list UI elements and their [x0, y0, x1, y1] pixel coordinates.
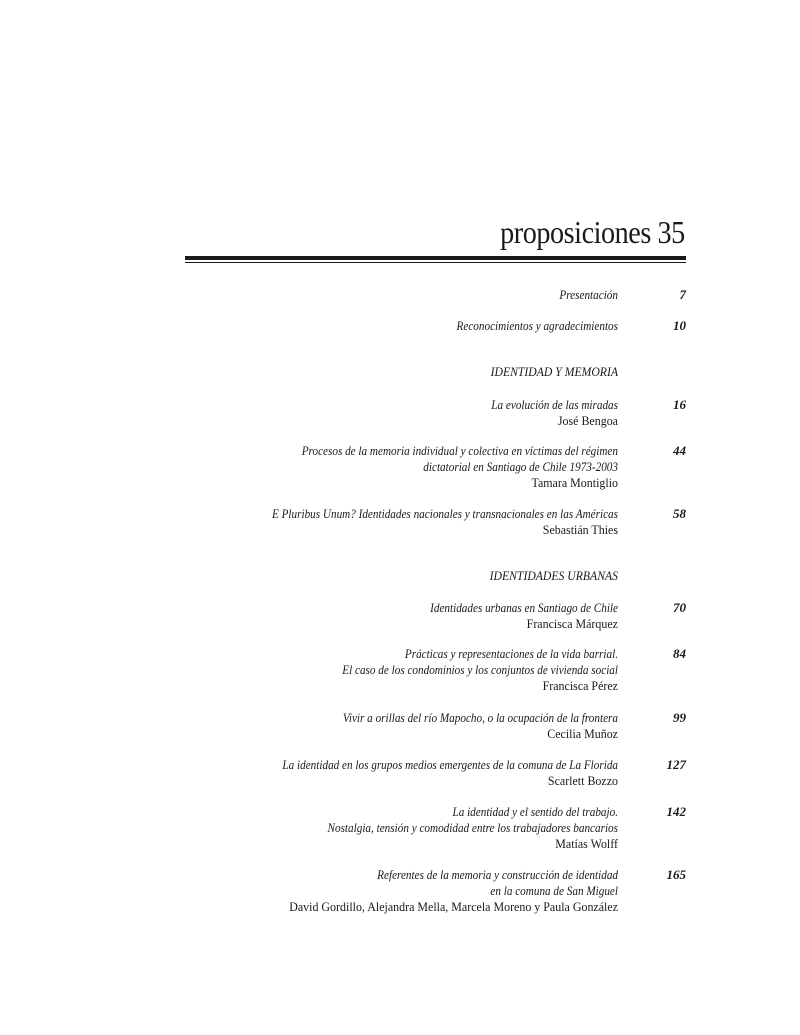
entry-author: Matías Wolff — [555, 836, 618, 851]
journal-title: proposiciones 35 — [500, 214, 685, 250]
section-heading: IDENTIDAD Y MEMORIA — [490, 364, 618, 379]
entry-title-line: en la comuna de San Miguel — [490, 883, 618, 898]
entry-page-number: 142 — [666, 804, 686, 819]
toc-entry[interactable] — [150, 757, 618, 789]
toc-entry[interactable] — [150, 710, 618, 742]
entry-page-number: 44 — [673, 443, 686, 458]
toc-entry[interactable] — [150, 804, 618, 852]
entry-page-number: 58 — [673, 506, 686, 521]
entry-title-line: Procesos de la memoria individual y colectiva en víctimas del régimen — [301, 443, 618, 458]
entry-page-number: 165 — [666, 867, 686, 882]
title-rule-thick — [185, 256, 686, 260]
entry-author: Scarlett Bozzo — [547, 773, 618, 788]
entry-author: Francisca Pérez — [542, 678, 618, 693]
toc-entry[interactable] — [150, 867, 618, 915]
entry-page-number: 16 — [673, 397, 686, 412]
entry-page-number: 127 — [666, 757, 686, 772]
entry-title-line: dictatorial en Santiago de Chile 1973-2003 — [423, 459, 618, 474]
entry-title-line: La identidad en los grupos medios emergentes de la comuna de La Florida — [282, 757, 618, 772]
entry-author: Sebastián Thies — [542, 522, 618, 537]
entry-title-line: Nostalgia, tensión y comodidad entre los trabajadores bancarios — [327, 820, 618, 835]
toc-entry[interactable] — [150, 600, 618, 632]
entry-page-number: 10 — [673, 318, 686, 333]
toc-entry[interactable] — [150, 397, 618, 429]
entry-title-line: E Pluribus Unum? Identidades nacionales y transnacionales en las Américas — [271, 506, 618, 521]
entry-page-number: 84 — [673, 646, 686, 661]
entry-page-number: 70 — [673, 600, 686, 615]
entry-title-line: La identidad y el sentido del trabajo. — [452, 804, 618, 819]
entry-title-line: Referentes de la memoria y construcción de identidad — [377, 867, 618, 882]
entry-title-line: Identidades urbanas en Santiago de Chile — [430, 600, 618, 615]
entry-title-line: Prácticas y representaciones de la vida barrial. — [404, 646, 618, 661]
section-heading: IDENTIDADES URBANAS — [489, 568, 618, 583]
entry-title-line: El caso de los condominios y los conjuntos de vivienda social — [342, 662, 618, 677]
entry-title-line: La evolución de las miradas — [491, 397, 618, 412]
toc-entry[interactable] — [150, 443, 618, 491]
entry-author: Cecilia Muñoz — [547, 726, 618, 741]
toc-entry[interactable] — [150, 287, 618, 303]
toc-entry[interactable] — [150, 318, 618, 334]
entry-author: David Gordillo, Alejandra Mella, Marcela Moreno y Paula González — [289, 899, 618, 914]
entry-title-line: Presentación — [559, 287, 618, 302]
toc-entry[interactable] — [150, 506, 618, 538]
entry-title-line: Reconocimientos y agradecimientos — [456, 318, 618, 333]
title-rule-thin — [185, 262, 686, 263]
entry-title-line: Vivir a orillas del río Mapocho, o la ocupación de la frontera — [342, 710, 618, 725]
entry-author: José Bengoa — [557, 413, 618, 428]
entry-page-number: 7 — [679, 287, 686, 302]
entry-author: Francisca Márquez — [526, 616, 618, 631]
toc-entry[interactable] — [150, 646, 618, 694]
entry-page-number: 99 — [673, 710, 686, 725]
entry-author: Tamara Montiglio — [531, 475, 618, 490]
